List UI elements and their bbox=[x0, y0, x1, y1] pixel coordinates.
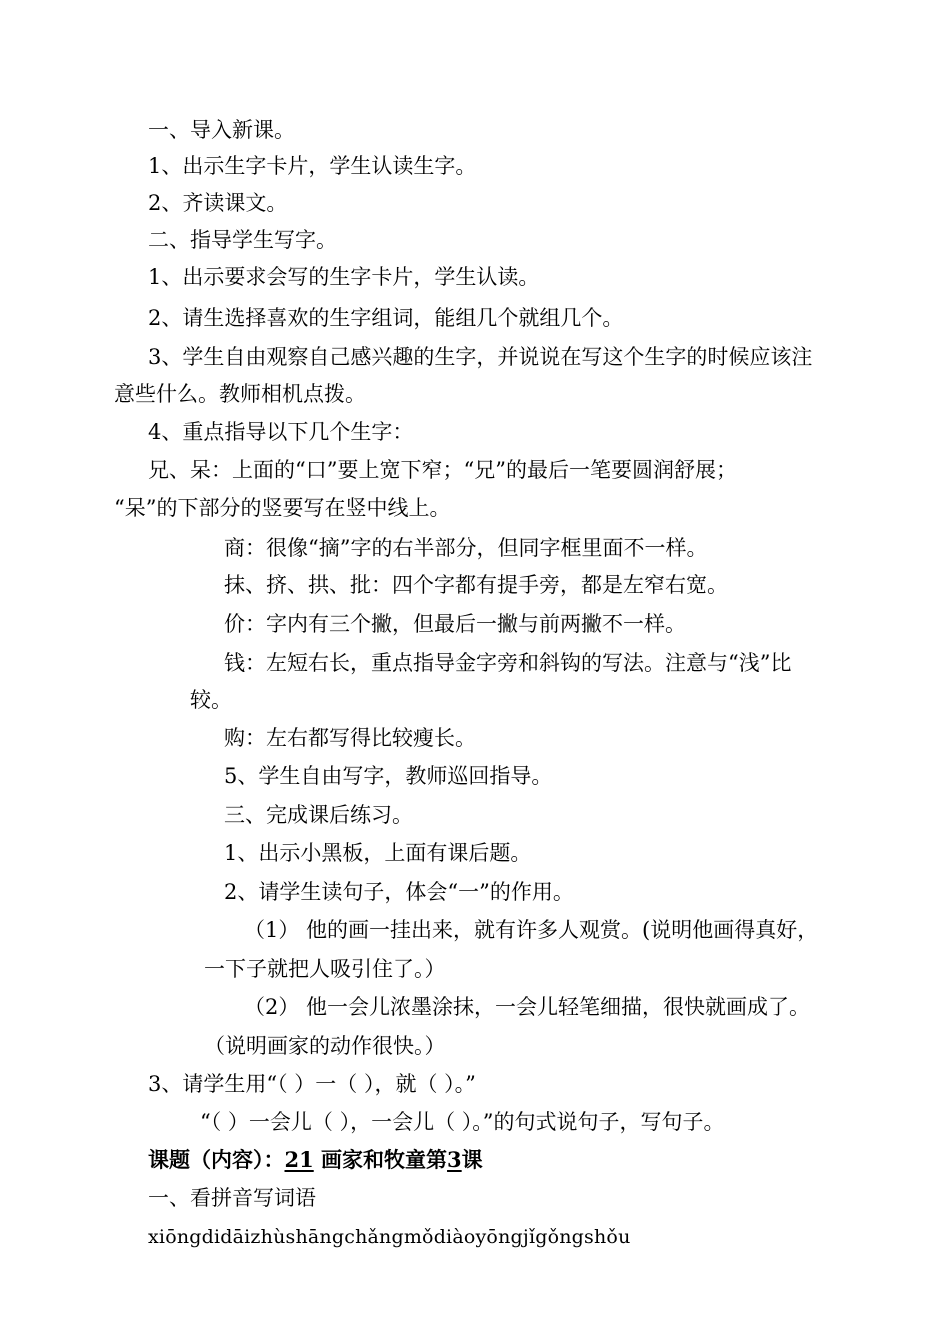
text-line: （1） 他的画一挂出来，就有许多人观赏。(说明他画得真好， bbox=[244, 918, 819, 942]
text-line: 商：很像“摘”字的右半部分，但同字框里面不一样。 bbox=[224, 536, 708, 560]
lesson-number: 21 bbox=[284, 1147, 314, 1172]
lesson-heading-prefix: 课题（内容）： bbox=[148, 1147, 285, 1172]
text-line: “（ ）一会儿（ ），一会儿（ ）。”的句式说句子，写句子。 bbox=[200, 1110, 725, 1134]
text-line: 2、请学生读句子，体会“一”的作用。 bbox=[224, 880, 574, 904]
text-line: 意些什么。教师相机点拨。 bbox=[114, 382, 366, 406]
text-line: 价：字内有三个撇，但最后一撇与前两撇不一样。 bbox=[224, 612, 686, 636]
text-line: 二、指导学生写字。 bbox=[148, 228, 337, 252]
lesson-part-number: 3 bbox=[447, 1147, 462, 1172]
text-line: 5、学生自由写字，教师巡回指导。 bbox=[224, 764, 553, 788]
text-line: 抹、挤、拱、批：四个字都有提手旁，都是左窄右宽。 bbox=[224, 573, 728, 597]
section-title: 一、看拼音写词语 bbox=[148, 1186, 316, 1210]
text-line: （说明画家的动作很快。） bbox=[204, 1034, 446, 1058]
text-line: 1、出示生字卡片，学生认读生字。 bbox=[148, 154, 477, 178]
text-line: 1、出示要求会写的生字卡片，学生认读。 bbox=[148, 265, 540, 289]
text-line: 2、齐读课文。 bbox=[148, 191, 288, 215]
text-line: 兄、呆：上面的“口”要上宽下窄；“兄”的最后一笔要圆润舒展； bbox=[148, 458, 737, 482]
text-line: 2、请生选择喜欢的生字组词，能组几个就组几个。 bbox=[148, 306, 624, 330]
text-line: 一下子就把人吸引住了。） bbox=[204, 957, 446, 981]
text-line: 1、出示小黑板，上面有课后题。 bbox=[224, 841, 532, 865]
text-line: 4、重点指导以下几个生字： bbox=[148, 420, 414, 444]
text-line: 购：左右都写得比较瘦长。 bbox=[224, 726, 476, 750]
text-line: 较。 bbox=[190, 688, 232, 712]
text-line: （2） 他一会儿浓墨涂抹，一会儿轻笔细描，很快就画成了。 bbox=[244, 995, 811, 1019]
pinyin-line: xiōngdidāizhùshāngchǎngmǒdiàoyōngjǐgǒngshǒu bbox=[148, 1226, 631, 1248]
text-line: 三、完成课后练习。 bbox=[224, 803, 413, 827]
lesson-heading-suffix: 课 bbox=[461, 1147, 483, 1172]
lesson-heading bbox=[148, 1146, 483, 1174]
text-line: 3、学生自由观察自己感兴趣的生字，并说说在写这个生字的时候应该注 bbox=[148, 345, 813, 369]
text-line: “呆”的下部分的竖要写在竖中线上。 bbox=[114, 496, 451, 520]
text-line: 一、导入新课。 bbox=[148, 118, 295, 142]
lesson-title: 画家和牧童第 bbox=[313, 1147, 448, 1172]
text-line: 钱：左短右长，重点指导金字旁和斜钩的写法。注意与“浅”比 bbox=[224, 651, 792, 675]
text-line: 3、请学生用“（ ）一（ ），就（ ）。” bbox=[148, 1072, 476, 1096]
